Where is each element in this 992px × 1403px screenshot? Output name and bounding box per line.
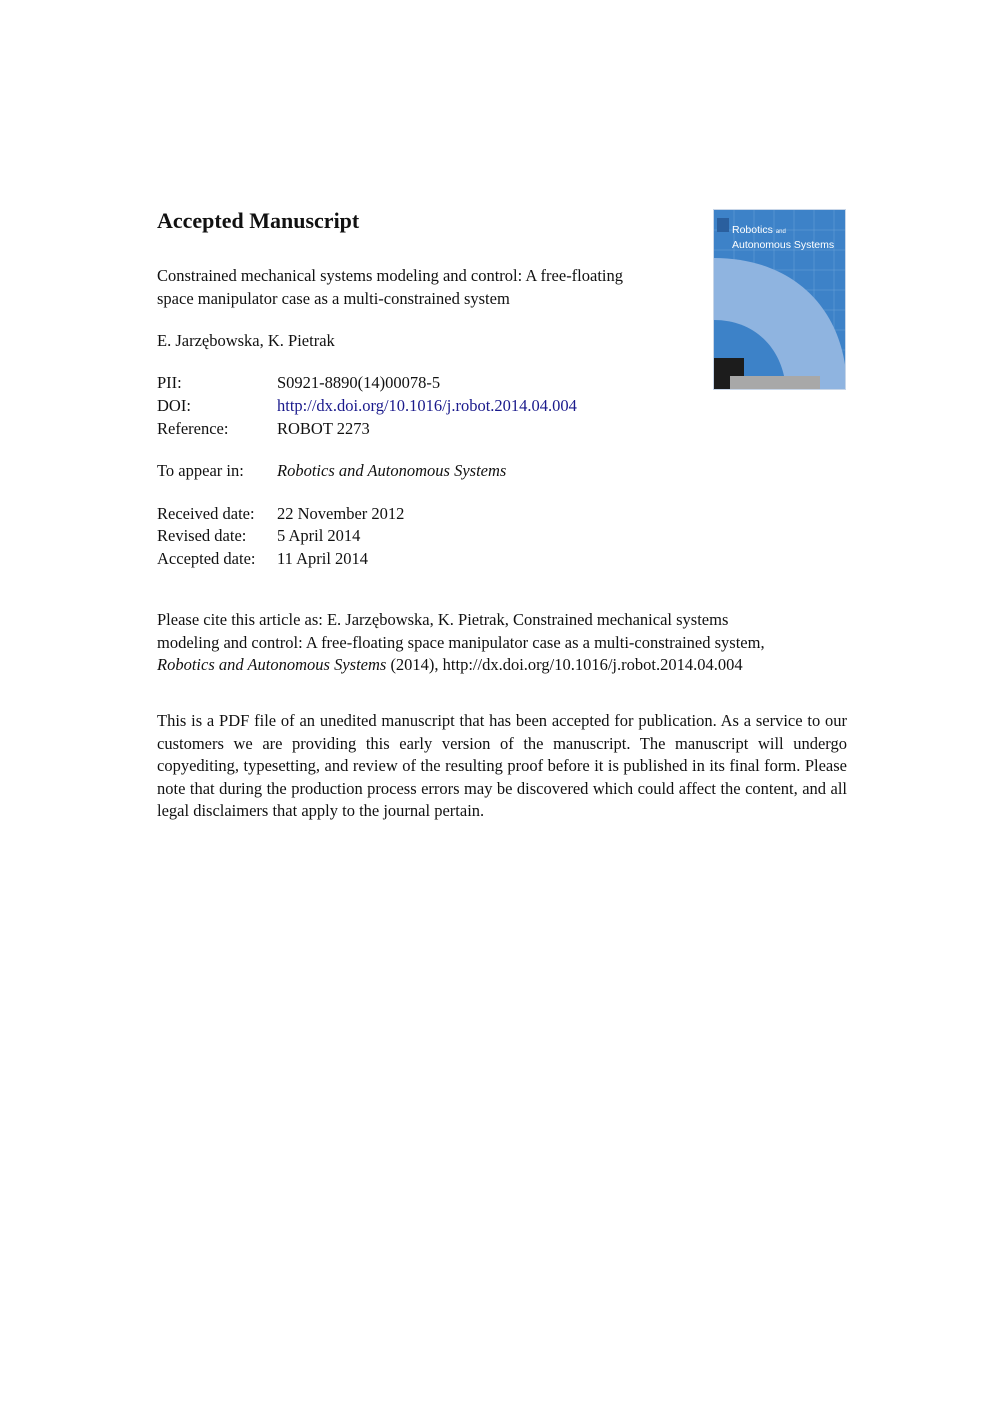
appear-label: To appear in: — [157, 461, 244, 480]
pii-value: S0921-8890(14)00078-5 — [277, 373, 441, 392]
cover-title-line2: Autonomous Systems — [732, 239, 835, 251]
received-label: Received date: — [157, 504, 255, 523]
citation-line: modeling and control: A free-floating space manipulator case as a multi-constrained system, — [157, 632, 765, 652]
citation-journal: Robotics and Autonomous Systems — [157, 655, 387, 674]
doi-link[interactable]: http://dx.doi.org/10.1016/j.robot.2014.04.004 — [277, 396, 577, 415]
received-value: 22 November 2012 — [277, 504, 405, 523]
cover-publisher-logo — [717, 218, 729, 232]
revised-label: Revised date: — [157, 526, 247, 545]
citation-line — [157, 654, 847, 677]
accepted-label: Accepted date: — [157, 549, 256, 568]
page-heading: Accepted Manuscript — [157, 208, 360, 233]
authors: E. Jarzębowska, K. Pietrak — [157, 331, 335, 350]
doi-label: DOI: — [157, 396, 191, 415]
article-title-line: Constrained mechanical systems modeling and control: A free-floating — [157, 266, 624, 285]
citation-paragraph — [157, 609, 847, 677]
article-title — [157, 265, 697, 310]
appear-journal: Robotics and Autonomous Systems — [277, 461, 507, 480]
revised-value: 5 April 2014 — [277, 526, 361, 545]
reference-value: ROBOT 2273 — [277, 419, 370, 438]
article-title-line: space manipulator case as a multi-constrained system — [157, 288, 510, 308]
accepted-value: 11 April 2014 — [277, 549, 369, 568]
journal-cover-image — [713, 209, 846, 390]
reference-label: Reference: — [157, 419, 229, 438]
pii-label: PII: — [157, 373, 182, 392]
citation-line: Please cite this article as: E. Jarzębowska, K. Pietrak, Constrained mechanical systems — [157, 610, 729, 629]
cover-title-line1: Robotics — [732, 224, 773, 236]
manuscript-notice: This is a PDF file of an unedited manuscript that has been accepted for publication. As a service to our customers we are providing this early version of the manuscript. The manuscript will undergo copyediting, typesetting, and review of the resulting proof before it is published in its final form. Please note that during the production process errors may be discovered which could affect the content, and all legal disclaimers that apply to the journal pertain. — [157, 711, 847, 820]
citation-tail: (2014), http://dx.doi.org/10.1016/j.robot.2014.04.004 — [386, 655, 743, 674]
cover-title-and: and — [775, 229, 786, 235]
cover-title — [732, 224, 844, 252]
cover-grey-band — [730, 376, 820, 390]
